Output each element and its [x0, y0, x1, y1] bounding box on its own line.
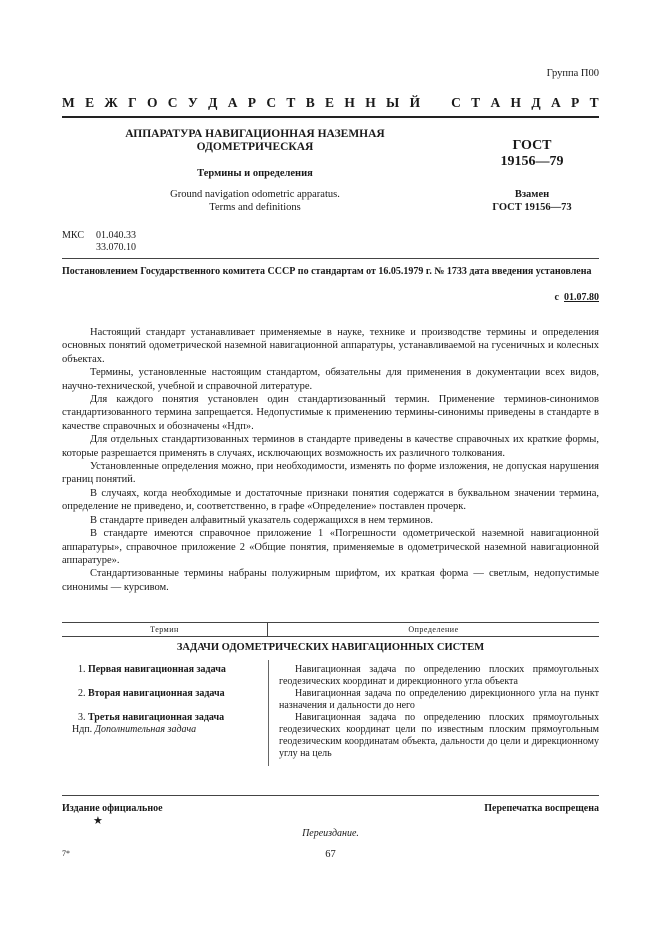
mks-label: МКС — [62, 230, 84, 241]
banner-letter: Д — [531, 95, 541, 110]
terms-column — [72, 664, 266, 736]
mks-code-2: 33.070.10 — [96, 242, 136, 253]
banner-letter: А — [550, 95, 561, 110]
table-header — [62, 622, 599, 637]
star-icon: ★ — [93, 815, 103, 827]
gost-number: 19156—79 — [500, 154, 564, 169]
top-rule — [62, 116, 599, 118]
title-english — [95, 188, 415, 214]
table-header-double-rule — [62, 636, 599, 637]
synonym-text: Дополнительная задача — [94, 724, 197, 735]
banner-letter: Т — [471, 95, 481, 110]
banner-letter: С — [451, 95, 461, 110]
title-subtitle: Термины и определения — [197, 168, 313, 179]
banner-letter: Ж — [104, 95, 118, 110]
gost-label: ГОСТ — [512, 138, 552, 153]
section-heading: ЗАДАЧИ ОДОМЕТРИЧЕСКИХ НАВИГАЦИОННЫХ СИСТЕМ — [176, 642, 485, 653]
banner-letter: Й — [409, 95, 421, 110]
table-row-definition: Навигационная задача по определению плоских прямоугольных геодезических координат цели по известным плоским прямоугольным геодезическим координатам объекта, дальности до цели и дирекционному углу на цель — [279, 712, 599, 759]
column-header-term: Термин — [150, 625, 179, 634]
mks-codes — [62, 230, 136, 254]
banner-letter: О — [146, 95, 158, 110]
table-row-term — [78, 688, 266, 700]
decree-text: Постановлением Государственного комитета СССР по стандартам от 16.05.1979 г. № 1733 дата введения установлена — [62, 266, 592, 277]
banner-letter: С — [167, 95, 178, 110]
banner-letter: М — [62, 95, 75, 110]
intro-text — [62, 326, 599, 594]
title-english-line-1: Ground navigation odometric apparatus. — [170, 189, 340, 200]
banner-letter: Н — [344, 95, 355, 110]
signature-mark: 7* — [62, 849, 70, 858]
title-english-line-2: Terms and definitions — [209, 202, 301, 213]
table-row-definition: Навигационная задача по определению плоских прямоугольных геодезических координат и дирекционного угла объекта — [279, 664, 599, 687]
banner-letter: В — [305, 95, 315, 110]
intro-paragraph: Для отдельных стандартизованных терминов в стандарте приведены в качестве справочных их краткие формы, которые разрешается применять в случаях, исключающих возможность их различного толкования. — [62, 434, 599, 459]
effective-date-prefix: с — [554, 292, 559, 303]
column-divider — [268, 660, 269, 766]
term-name: Вторая навигационная задача — [88, 688, 225, 699]
title-line-2: ОДОМЕТРИЧЕСКАЯ — [196, 141, 314, 153]
banner-letter: У — [187, 95, 198, 110]
banner-letter: Р — [571, 95, 580, 110]
banner-letter: Д — [208, 95, 218, 110]
term-synonym — [72, 724, 266, 736]
synonym-label: Ндп. — [72, 724, 93, 735]
banner-letter: Р — [247, 95, 257, 110]
intro-paragraph: Установленные определения можно, при необходимости, изменять по форме изложения, не допуская нарушения границ понятий. — [62, 461, 599, 486]
intro-paragraph: В случаях, когда необходимые и достаточные признаки понятия содержатся в буквальном значении термина, определение не приведено, и, соответственно, в графе «Определение» поставлен прочерк. — [62, 487, 599, 513]
table-row-term — [78, 712, 266, 724]
intro-paragraph: Стандартизованные термины набраны полужирным шрифтом, их краткая форма — светлым, недопустимые синонимы — курсивом. — [62, 568, 599, 593]
banner-letter: А — [227, 95, 238, 110]
banner-letter: Н — [510, 95, 522, 110]
official-edition: Издание официальное — [62, 803, 163, 814]
intro-paragraph: В стандарте имеются справочное приложение 1 «Погрешности одометрической наземной навигационной аппаратуры», справочное приложение 2 «Общие понятия, применяемые в одометрической наземной навигационной аппаратуре». — [62, 528, 599, 566]
interstate-standard-banner — [62, 95, 599, 111]
intro-paragraph: Для каждого понятия установлен один стандартизованный термин. Применение терминов-синонимов стандартизованного термина запрещается. Недопустимые к применению термины-синонимы приведены в стандарте в качестве справочных и обозначены «Ндп». — [62, 394, 599, 432]
replaces-label: Взамен — [514, 189, 550, 200]
footer-rule — [62, 795, 599, 796]
banner-letter: Е — [325, 95, 335, 110]
effective-date — [555, 292, 599, 303]
term-number: 2. — [78, 688, 86, 699]
decree-rule — [62, 258, 599, 259]
term-name: Третья навигационная задача — [88, 712, 225, 723]
definitions-column — [279, 664, 599, 760]
reprint-prohibited: Перепечатка воспрещена — [484, 803, 599, 814]
table-row-definition: Навигационная задача по определению дирекционного угла на пункт назначения и дальности до него — [279, 688, 599, 711]
intro-paragraph: Термины, установленные настоящим стандартом, обязательны для применения в документации всех видов, научно-технической, учебной и справочной литературе. — [62, 367, 599, 392]
page-number: 67 — [325, 849, 336, 860]
mks-code-1: 01.040.33 — [96, 230, 136, 241]
title-line-1: АППАРАТУРА НАВИГАЦИОННАЯ НАЗЕМНАЯ — [125, 128, 385, 140]
intro-paragraph: В стандарте приведен алфавитный указатель содержащихся в нем терминов. — [90, 514, 433, 526]
banner-letter: Т — [589, 95, 599, 110]
banner-letter: Г — [128, 95, 137, 110]
gost-designation — [470, 138, 594, 214]
banner-letter: Ы — [386, 95, 400, 110]
banner-letter: Е — [85, 95, 95, 110]
banner-letter: Т — [286, 95, 296, 110]
group-code: Группа П00 — [546, 68, 599, 79]
term-number: 3. — [78, 712, 86, 723]
title-block — [95, 128, 415, 214]
banner-letter: С — [266, 95, 277, 110]
column-header-definition: Определение — [267, 623, 599, 636]
term-number: 1. — [78, 664, 86, 675]
intro-paragraph: Настоящий стандарт устанавливает применяемые в науке, технике и производстве термины и определения основных понятий одометрической наземной навигационной аппаратуры, устанавливаемой на гусеничных и колесных объектах. — [62, 327, 599, 365]
effective-date-value: 01.07.80 — [564, 292, 599, 303]
table-row-term — [78, 664, 266, 676]
replaces-value: ГОСТ 19156—73 — [492, 202, 572, 213]
banner-letter: Н — [365, 95, 376, 110]
term-name: Первая навигационная задача — [88, 664, 226, 675]
banner-letter: А — [490, 95, 501, 110]
reissue-note: Переиздание. — [302, 828, 359, 839]
